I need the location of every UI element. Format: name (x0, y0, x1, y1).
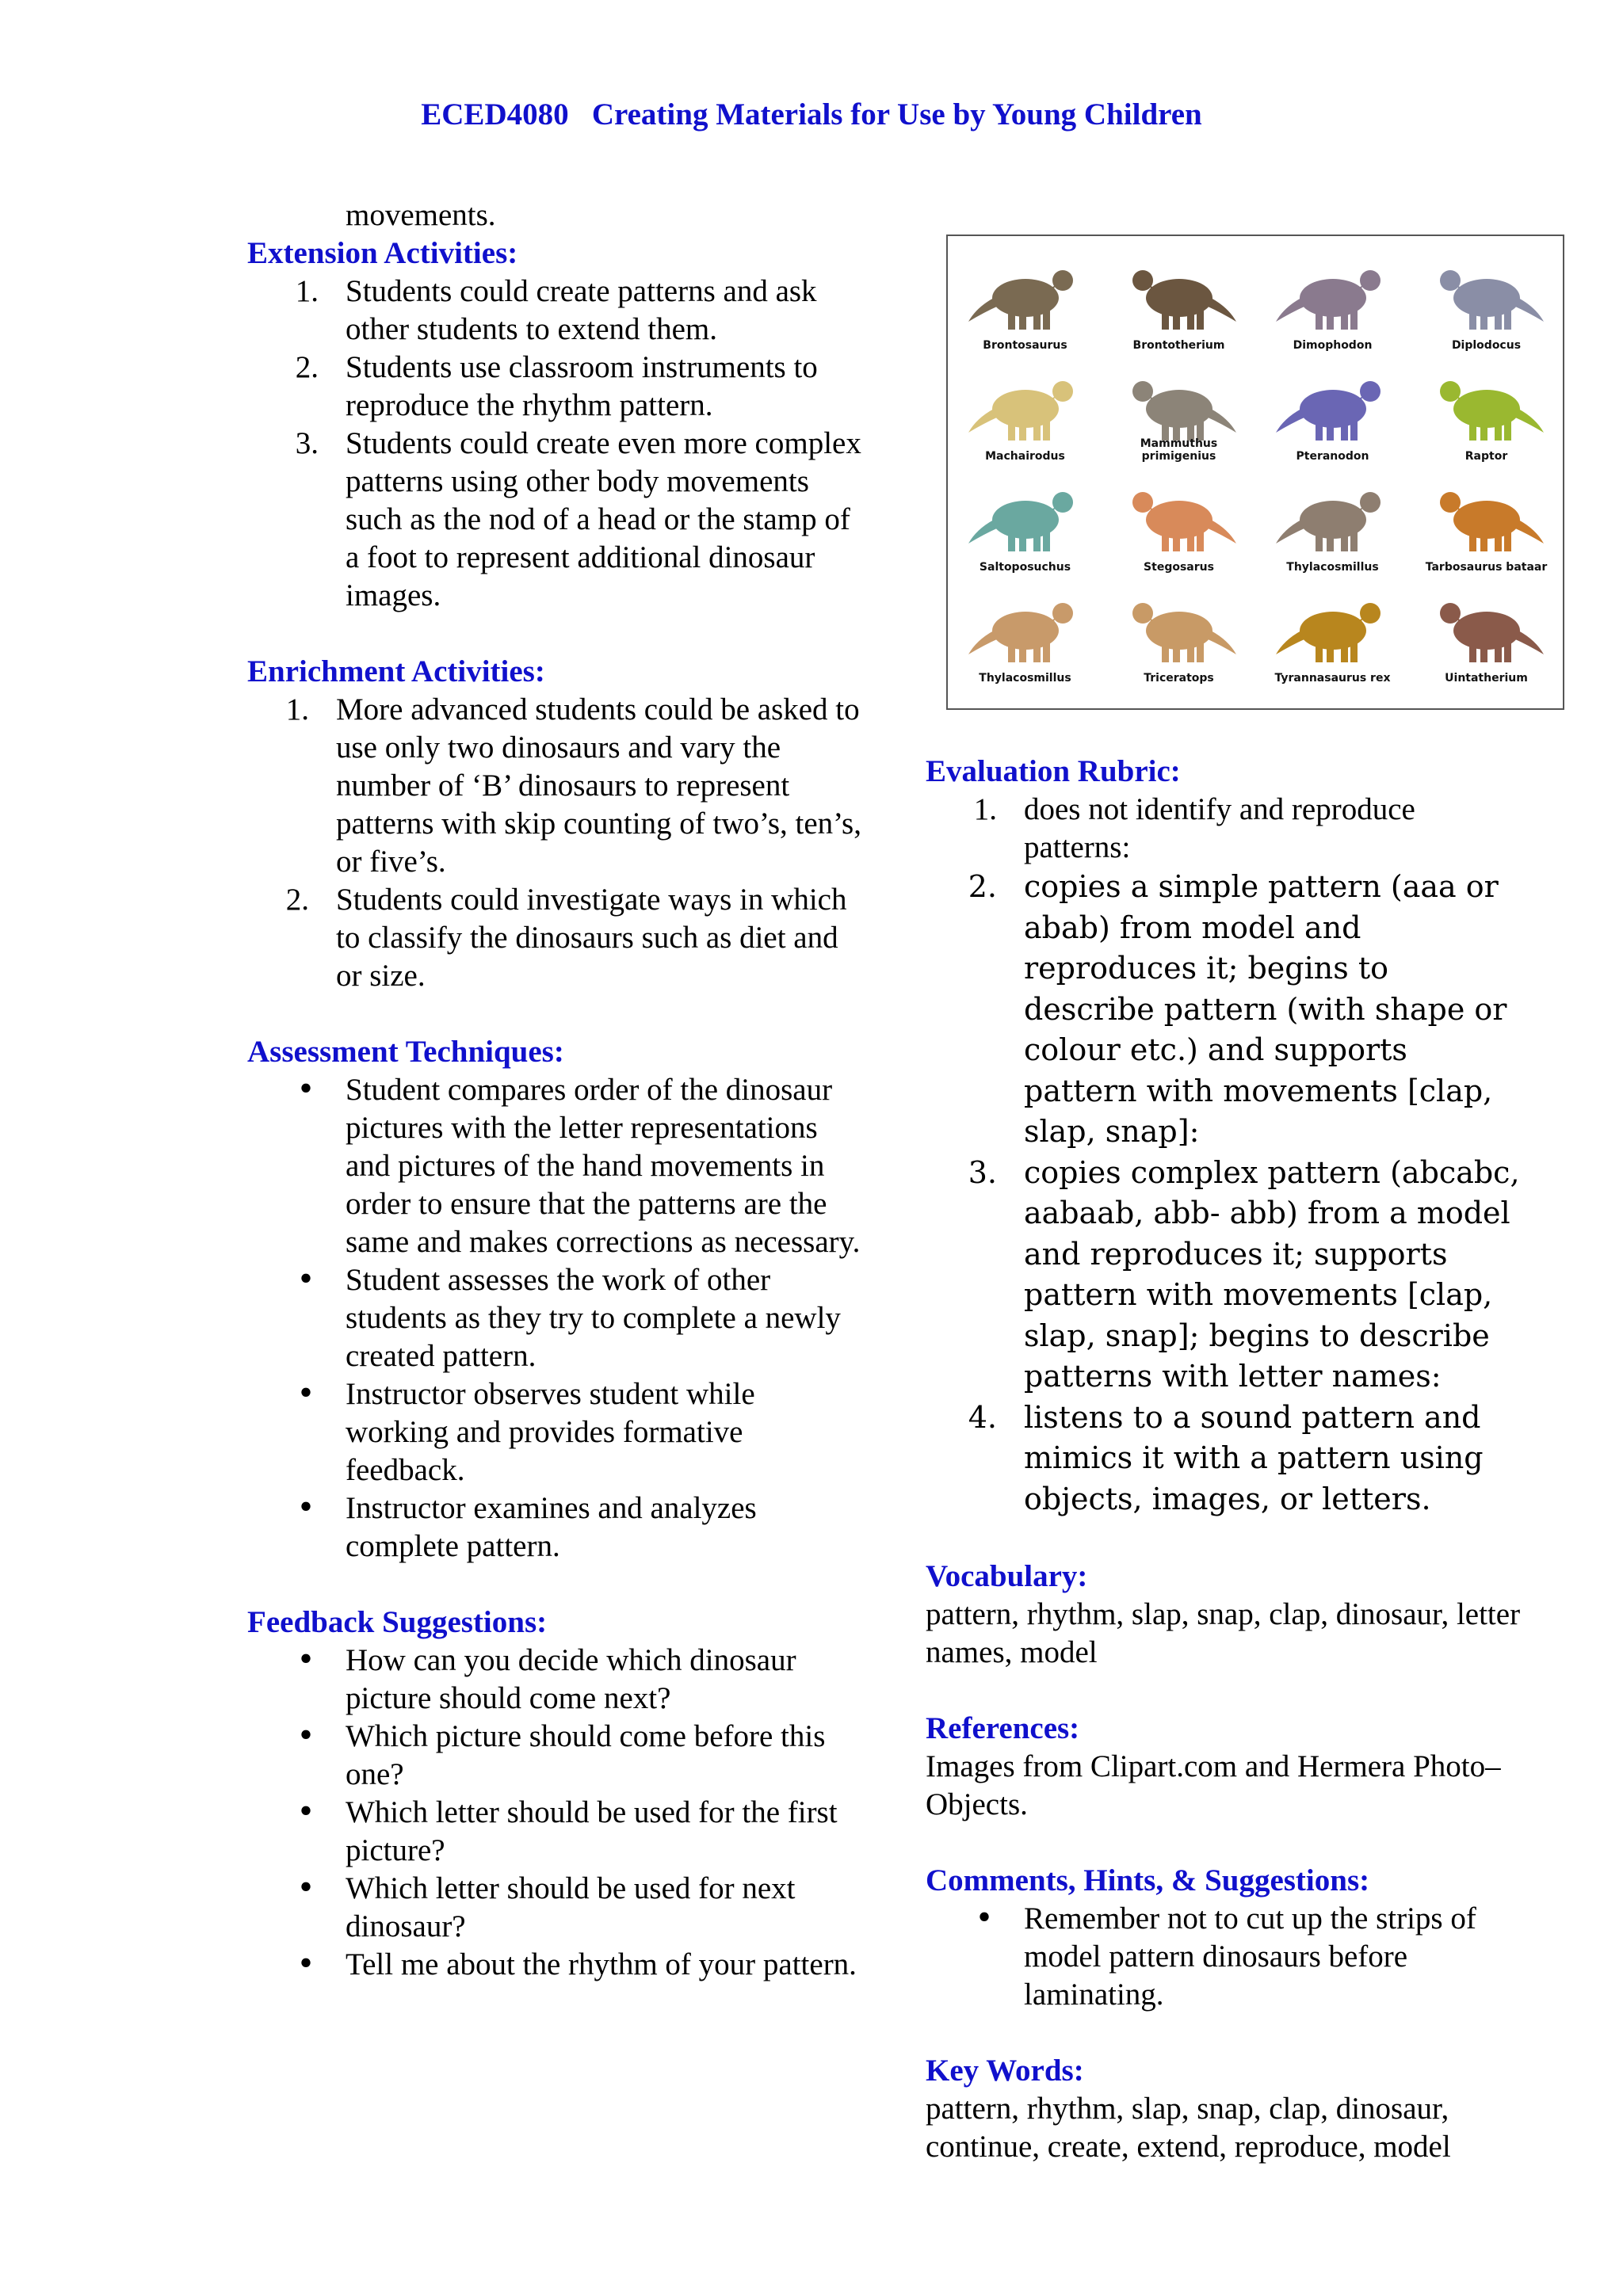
dinosaur-cell (1409, 244, 1564, 355)
list-item (247, 1946, 865, 1984)
list-item (247, 881, 865, 995)
item-number: 4. (968, 1399, 997, 1435)
keywords-heading: Key Words: (926, 2054, 1084, 2088)
dinosaur-icon (1425, 474, 1548, 561)
dinosaur-label: Dimophodon (1293, 339, 1373, 352)
dinosaur-icon (964, 474, 1086, 561)
bullet-icon: • (296, 1871, 315, 1906)
list-item (247, 1375, 865, 1489)
assessment-list (247, 1071, 865, 1566)
list-item (247, 691, 865, 881)
item-text: How can you decide which dinosaur picture should come next? (346, 1643, 796, 1715)
dinosaur-label: Tyrannasaurus rex (1274, 672, 1391, 685)
dinosaur-label: Machairodus (985, 450, 1065, 463)
dinosaur-cell (1255, 466, 1410, 577)
bullet-icon: • (975, 1901, 994, 1936)
dinosaur-cell (1102, 466, 1256, 577)
comments-list (926, 1900, 1528, 2014)
item-number: 2. (295, 350, 319, 384)
vocabulary-text: pattern, rhythm, slap, snap, clap, dinosaur, letter names, model (926, 1597, 1521, 1669)
dinosaur-icon (1425, 252, 1548, 339)
dinosaur-label: Stegosarus (1144, 561, 1214, 574)
enrichment-list (247, 691, 865, 995)
rubric-heading: Evaluation Rubric: (926, 754, 1181, 788)
item-text: Which letter should be used for the first picture? (346, 1795, 838, 1867)
dinosaur-label: Triceratops (1144, 672, 1214, 685)
dinosaur-label: Thylacosmillus (979, 672, 1071, 685)
item-text: copies a simple pattern (aaa or abab) from model and reproduces it; begins to describe pattern (with shape or colour etc.) and supports pattern with movements [clap, slap, snap]: (1024, 869, 1507, 1149)
feedback-heading: Feedback Suggestions: (247, 1605, 548, 1639)
extension-list (247, 273, 865, 615)
item-text: Which picture should come before this one? (346, 1719, 826, 1791)
references-text: Images from Clipart.com and Hermera Photo–Objects. (926, 1749, 1501, 1821)
dinosaur-icon (1117, 585, 1240, 672)
enrichment-heading: Enrichment Activities: (247, 654, 545, 688)
dinosaur-cell (948, 466, 1102, 577)
keywords-text: pattern, rhythm, slap, snap, clap, dinosaur, continue, create, extend, reproduce, model (926, 2092, 1451, 2164)
list-item (247, 1642, 865, 1718)
dinosaur-icon (964, 252, 1086, 339)
bullet-icon: • (296, 1072, 315, 1108)
item-text: Student compares order of the dinosaur pictures with the letter representations and pictures of the hand movements in order to ensure that the patterns are the same and makes corrections as necessary. (346, 1073, 861, 1259)
item-text: Tell me about the rhythm of your pattern. (346, 1947, 857, 1981)
dinosaur-label: Thylacosmillus (1286, 561, 1379, 574)
bullet-icon: • (296, 1376, 315, 1412)
bullet-icon: • (296, 1947, 315, 1982)
right-column (926, 753, 1528, 2166)
comments-heading: Comments, Hints, & Suggestions: (926, 1863, 1370, 1897)
list-item (926, 1153, 1528, 1398)
assessment-heading: Assessment Techniques: (247, 1035, 564, 1069)
list-item (926, 867, 1528, 1153)
bullet-icon: • (296, 1642, 315, 1678)
dinosaur-cell (1409, 355, 1564, 466)
item-number: 1. (973, 792, 997, 826)
dinosaur-icon (1271, 585, 1394, 672)
vocabulary-heading: Vocabulary: (926, 1559, 1088, 1593)
item-text: Instructor examines and analyzes complete pattern. (346, 1491, 757, 1563)
item-text: Students could investigate ways in which to classify the dinosaurs such as diet and or size. (336, 883, 847, 993)
rubric-list-continued (926, 867, 1528, 1520)
dinosaur-label: Brontosaurus (983, 339, 1067, 352)
dinosaur-label: Brontotherium (1132, 339, 1225, 352)
item-number: 1. (295, 274, 319, 308)
dinosaur-cell (948, 355, 1102, 466)
dinosaur-label: Uintatherium (1445, 672, 1528, 685)
dinosaur-cell (1102, 577, 1256, 688)
dinosaur-icon (1425, 585, 1548, 672)
dinosaur-icon (1117, 252, 1240, 339)
list-item (247, 1794, 865, 1870)
list-item (247, 1261, 865, 1375)
item-text: More advanced students could be asked to use only two dinosaurs and vary the number of ‘B’ dinosaurs to represent patterns with skip counting of two’s, ten’s, or five’s. (336, 692, 861, 879)
item-text: listens to a sound pattern and mimics it with a pattern using objects, images, or letters. (1024, 1399, 1484, 1516)
references-heading: References: (926, 1711, 1080, 1745)
item-text: Students could create patterns and ask other students to extend them. (346, 274, 817, 346)
dinosaur-cell (1255, 244, 1410, 355)
dinosaur-label: Raptor (1465, 450, 1508, 463)
dinosaur-label: Diplodocus (1451, 339, 1522, 352)
list-item (247, 1870, 865, 1946)
dinosaur-icon (1271, 474, 1394, 561)
dinosaur-cell (1102, 355, 1256, 466)
item-text: Students use classroom instruments to reproduce the rhythm pattern. (346, 350, 818, 422)
list-item (247, 1489, 865, 1566)
dinosaur-cell (1409, 577, 1564, 688)
bullet-icon: • (296, 1718, 315, 1754)
dinosaur-icon (1271, 363, 1394, 450)
list-item (926, 791, 1528, 867)
dinosaur-icon (1117, 474, 1240, 561)
dinosaur-cell (1255, 355, 1410, 466)
item-text: Student assesses the work of other students as they try to complete a newly created pattern. (346, 1263, 841, 1373)
bullet-icon: • (296, 1490, 315, 1526)
list-item (247, 273, 865, 349)
list-item (926, 1398, 1528, 1520)
dinosaur-label: Tarbosaurus bataar (1425, 561, 1548, 574)
list-item (247, 1718, 865, 1794)
list-item (247, 425, 865, 615)
continued-text: movements. (346, 198, 496, 232)
dinosaur-icon (964, 363, 1086, 450)
dinosaur-cell (948, 244, 1102, 355)
item-text: Instructor observes student while working and provides formative feedback. (346, 1377, 755, 1487)
list-item (247, 349, 865, 425)
dinosaur-cell (1102, 244, 1256, 355)
bullet-icon: • (296, 1794, 315, 1830)
list-item (247, 1071, 865, 1261)
dinosaur-icon (964, 585, 1086, 672)
dinosaur-cell (1409, 466, 1564, 577)
rubric-list (926, 791, 1528, 867)
item-text: copies complex pattern (abcabc, aabaab, abb- abb) from a model and reproduces it; supports pattern with movements [clap, slap, snap]; begins to describe patterns with letter names: (1024, 1154, 1520, 1394)
dinosaur-icon (1271, 252, 1394, 339)
extension-heading: Extension Activities: (247, 236, 518, 270)
item-number: 3. (968, 1154, 997, 1190)
dinosaur-label: Saltoposuchus (979, 561, 1071, 574)
dinosaur-icon (1425, 363, 1548, 450)
item-text: Students could create even more complex patterns using other body movements such as the nod of a head or the stamp of a foot to represent additional dinosaur images. (346, 426, 861, 612)
bullet-icon: • (296, 1262, 315, 1298)
list-item (926, 1900, 1528, 2014)
item-text: Which letter should be used for next dinosaur? (346, 1871, 796, 1943)
item-text: Remember not to cut up the strips of model pattern dinosaurs before laminating. (1024, 1901, 1476, 2012)
dinosaur-chart-image (946, 235, 1564, 710)
dinosaur-label: Pteranodon (1296, 450, 1369, 463)
item-number: 3. (295, 426, 319, 460)
item-number: 2. (285, 883, 309, 917)
item-number: 1. (285, 692, 309, 727)
dinosaur-cell (1255, 577, 1410, 688)
item-number: 2. (968, 869, 997, 904)
left-column (247, 196, 865, 1984)
dinosaur-label: Mammuthus primigenius (1140, 437, 1218, 463)
page-header-title: ECED4080 Creating Materials for Use by Young Children (421, 97, 1202, 132)
item-text: does not identify and reproduce patterns: (1024, 792, 1415, 864)
feedback-list (247, 1642, 865, 1984)
dinosaur-cell (948, 577, 1102, 688)
